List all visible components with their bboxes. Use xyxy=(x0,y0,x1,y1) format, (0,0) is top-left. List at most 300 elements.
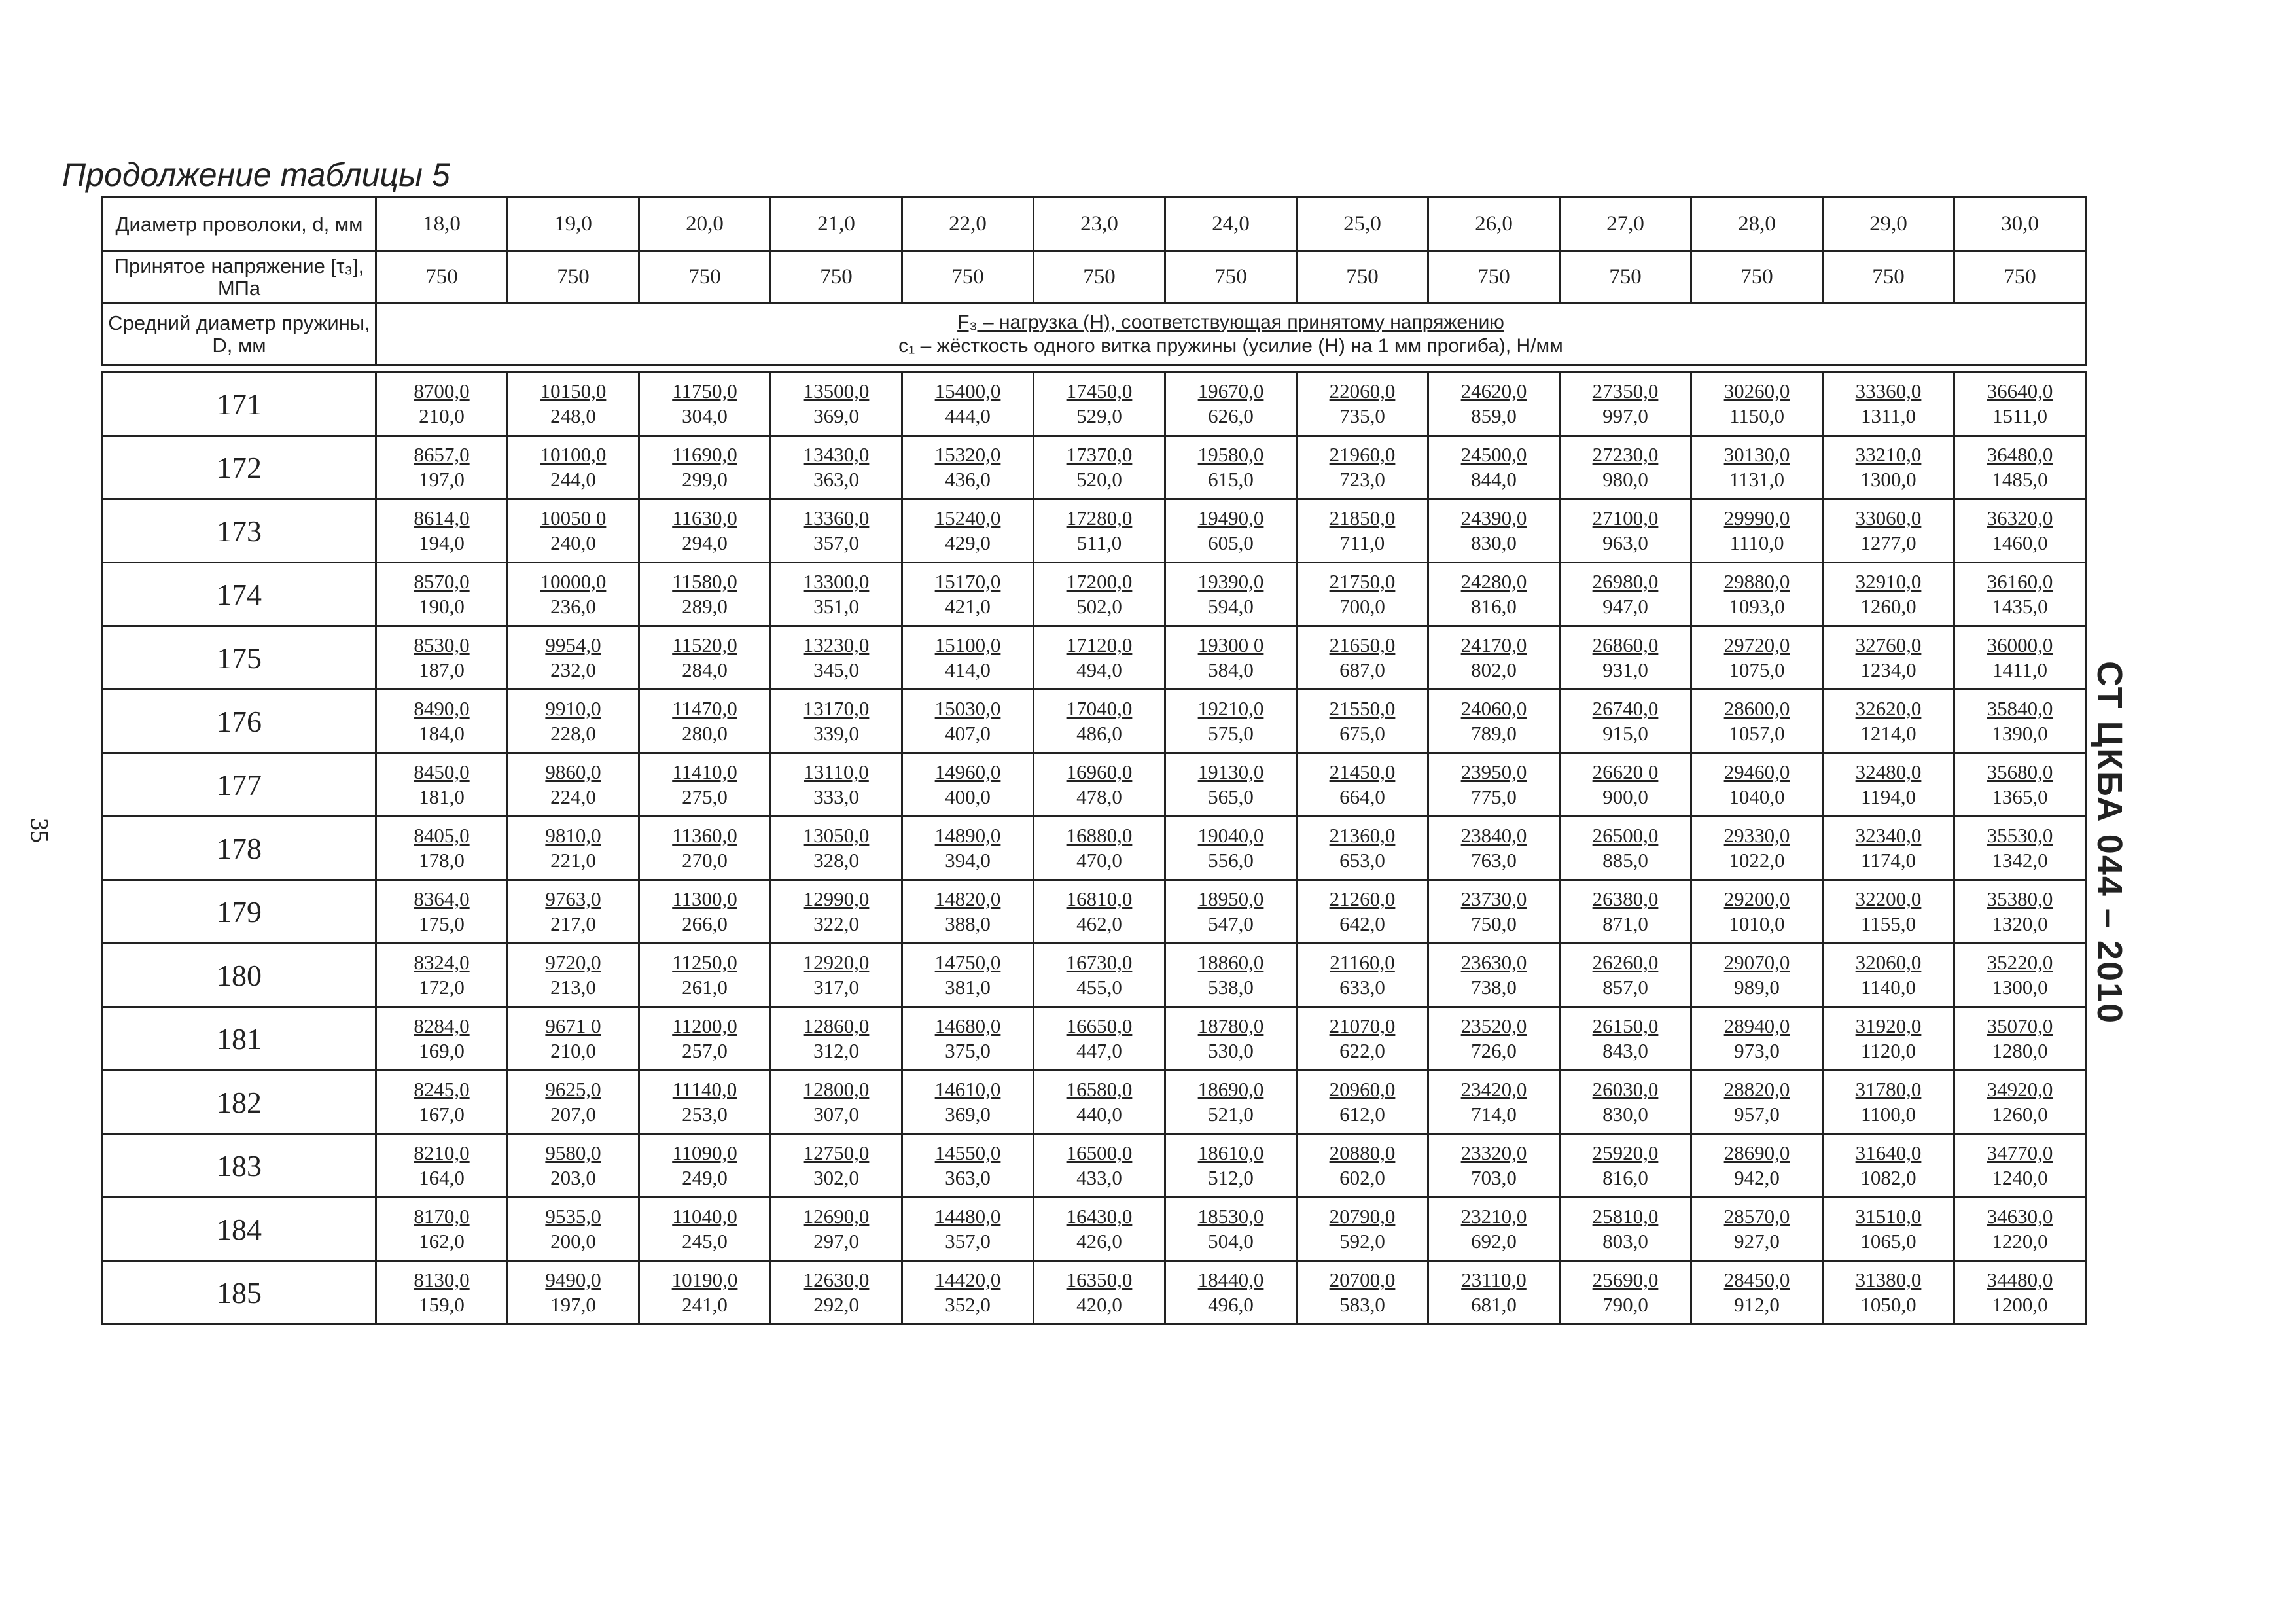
value-cell xyxy=(508,1007,639,1071)
value-cell xyxy=(1165,563,1297,626)
value-cell xyxy=(1034,817,1165,880)
stiffness-value: 357,0 xyxy=(945,1230,991,1253)
stiffness-value: 240,0 xyxy=(550,531,596,554)
stiffness-value: 750,0 xyxy=(1471,912,1517,935)
value-cell xyxy=(1034,880,1165,944)
value-cell xyxy=(508,944,639,1007)
value-cell xyxy=(1034,563,1165,626)
value-cell xyxy=(902,626,1034,690)
stiffness-value: 426,0 xyxy=(1076,1230,1122,1253)
value-cell xyxy=(639,1071,771,1134)
stiffness-value: 803,0 xyxy=(1602,1230,1648,1253)
value-cell xyxy=(1034,499,1165,563)
value-cell xyxy=(1165,1007,1297,1071)
load-value: 19490,0 xyxy=(1197,507,1264,529)
stiffness-value: 1485,0 xyxy=(1992,468,2048,491)
load-value: 23210,0 xyxy=(1460,1205,1527,1228)
stiffness-value: 433,0 xyxy=(1076,1166,1122,1189)
load-value: 28690,0 xyxy=(1723,1141,1790,1164)
value-cell xyxy=(1034,436,1165,499)
load-value: 8170,0 xyxy=(414,1205,470,1228)
stiffness-value: 602,0 xyxy=(1339,1166,1385,1189)
value-cell xyxy=(508,1261,639,1325)
value-cell xyxy=(902,944,1034,1007)
load-value: 35220,0 xyxy=(1987,951,2053,974)
load-value: 20790,0 xyxy=(1329,1205,1396,1228)
mean-diameter-cell: 173 xyxy=(103,499,376,563)
load-value: 18860,0 xyxy=(1197,951,1264,974)
stiffness-value: 221,0 xyxy=(550,849,596,872)
stiffness-value: 711,0 xyxy=(1339,531,1385,554)
stiffness-value: 605,0 xyxy=(1208,531,1254,554)
table-row xyxy=(103,499,2086,563)
load-value: 12750,0 xyxy=(803,1141,870,1164)
load-value: 32340,0 xyxy=(1855,824,1922,847)
stiffness-value: 1150,0 xyxy=(1729,404,1785,427)
load-value: 14820,0 xyxy=(934,887,1001,910)
load-value: 36320,0 xyxy=(1987,507,2053,529)
value-cell xyxy=(1954,372,2086,436)
table-row xyxy=(103,880,2086,944)
stiffness-value: 859,0 xyxy=(1471,404,1517,427)
value-cell xyxy=(1428,1134,1560,1198)
stiffness-value: 502,0 xyxy=(1076,595,1122,618)
stiffness-value: 270,0 xyxy=(682,849,728,872)
value-cell xyxy=(1428,1007,1560,1071)
value-cell xyxy=(1823,1261,1954,1325)
load-value: 32480,0 xyxy=(1855,760,1922,783)
stiffness-value: 775,0 xyxy=(1471,785,1517,808)
wire-diameter-value: 26,0 xyxy=(1428,198,1560,251)
load-value: 12690,0 xyxy=(803,1205,870,1228)
stiffness-value: 700,0 xyxy=(1339,595,1385,618)
load-value: 13170,0 xyxy=(803,697,870,720)
table-row xyxy=(103,944,2086,1007)
stiffness-value: 414,0 xyxy=(945,658,991,681)
stiffness-value: 1082,0 xyxy=(1860,1166,1916,1189)
value-cell xyxy=(1823,690,1954,753)
value-cell xyxy=(1165,1071,1297,1134)
stiffness-value: 1280,0 xyxy=(1992,1039,2048,1062)
value-cell xyxy=(639,1007,771,1071)
load-value: 29330,0 xyxy=(1723,824,1790,847)
stiffness-value: 194,0 xyxy=(419,531,465,554)
load-value: 9535,0 xyxy=(545,1205,601,1228)
value-cell xyxy=(1165,944,1297,1007)
value-cell xyxy=(771,436,902,499)
stiffness-value: 738,0 xyxy=(1471,976,1517,999)
standard-code: СТ ЦКБА 044 – 2010 xyxy=(2090,661,2129,1025)
load-value: 25810,0 xyxy=(1592,1205,1659,1228)
load-value: 19040,0 xyxy=(1197,824,1264,847)
value-cell xyxy=(376,944,508,1007)
stiffness-value: 357,0 xyxy=(813,531,859,554)
value-cell xyxy=(508,817,639,880)
wire-diameter-value: 18,0 xyxy=(376,198,508,251)
stress-label: Принятое напряжение [τ₃], МПа xyxy=(103,251,376,304)
value-cell xyxy=(1428,1071,1560,1134)
stress-value: 750 xyxy=(1954,251,2086,304)
stiffness-value: 871,0 xyxy=(1602,912,1648,935)
load-value: 9625,0 xyxy=(545,1078,601,1101)
stiffness-value: 236,0 xyxy=(550,595,596,618)
stiffness-value: 857,0 xyxy=(1602,976,1648,999)
value-cell xyxy=(639,626,771,690)
value-cell xyxy=(1560,690,1691,753)
load-value: 8130,0 xyxy=(414,1268,470,1291)
load-value: 14420,0 xyxy=(934,1268,1001,1291)
stiffness-value: 1093,0 xyxy=(1729,595,1785,618)
value-cell xyxy=(1297,944,1428,1007)
stress-value: 750 xyxy=(771,251,902,304)
value-cell xyxy=(1823,817,1954,880)
stiffness-value: 190,0 xyxy=(419,595,465,618)
value-cell xyxy=(1823,436,1954,499)
load-value: 9720,0 xyxy=(545,951,601,974)
wire-diameter-value: 22,0 xyxy=(902,198,1034,251)
load-value: 17450,0 xyxy=(1066,380,1133,402)
load-value: 35840,0 xyxy=(1987,697,2053,720)
load-value: 15100,0 xyxy=(934,633,1001,656)
table-row xyxy=(103,690,2086,753)
value-cell xyxy=(1823,880,1954,944)
value-cell xyxy=(508,753,639,817)
stiffness-value: 1300,0 xyxy=(1860,468,1916,491)
load-value: 14610,0 xyxy=(934,1078,1001,1101)
value-cell xyxy=(1691,626,1823,690)
value-cell xyxy=(508,690,639,753)
load-value: 15320,0 xyxy=(934,443,1001,466)
load-value: 19580,0 xyxy=(1197,443,1264,466)
load-value: 17200,0 xyxy=(1066,570,1133,593)
stiffness-value: 241,0 xyxy=(682,1293,728,1316)
value-cell xyxy=(1297,372,1428,436)
value-cell xyxy=(1560,753,1691,817)
load-value: 29460,0 xyxy=(1723,760,1790,783)
stiffness-value: 213,0 xyxy=(550,976,596,999)
load-value: 15170,0 xyxy=(934,570,1001,593)
value-cell xyxy=(639,817,771,880)
load-value: 24280,0 xyxy=(1460,570,1527,593)
mean-diameter-cell: 171 xyxy=(103,372,376,436)
load-value: 32620,0 xyxy=(1855,697,1922,720)
stiffness-value: 963,0 xyxy=(1602,531,1648,554)
stiffness-value: 369,0 xyxy=(945,1103,991,1126)
value-cell xyxy=(1954,880,2086,944)
stiffness-value: 1342,0 xyxy=(1992,849,2048,872)
stiffness-value: 723,0 xyxy=(1339,468,1385,491)
stiffness-value: 249,0 xyxy=(682,1166,728,1189)
value-cell xyxy=(1428,944,1560,1007)
load-value: 11200,0 xyxy=(672,1014,737,1037)
value-cell xyxy=(1823,1071,1954,1134)
stiffness-value: 363,0 xyxy=(813,468,859,491)
load-value: 18530,0 xyxy=(1197,1205,1264,1228)
load-value: 13430,0 xyxy=(803,443,870,466)
value-cell xyxy=(1954,499,2086,563)
stiffness-value: 253,0 xyxy=(682,1103,728,1126)
load-value: 36160,0 xyxy=(1987,570,2053,593)
stiffness-value: 302,0 xyxy=(813,1166,859,1189)
stiffness-value: 726,0 xyxy=(1471,1039,1517,1062)
value-cell xyxy=(902,1134,1034,1198)
value-cell xyxy=(639,563,771,626)
value-cell xyxy=(1428,817,1560,880)
value-cell xyxy=(1823,1007,1954,1071)
stiffness-value: 1050,0 xyxy=(1860,1293,1916,1316)
stress-value: 750 xyxy=(902,251,1034,304)
stiffness-value: 830,0 xyxy=(1602,1103,1648,1126)
value-cell xyxy=(1297,436,1428,499)
wire-diameter-value: 24,0 xyxy=(1165,198,1297,251)
load-value: 10000,0 xyxy=(540,570,607,593)
load-value: 17280,0 xyxy=(1066,507,1133,529)
load-value: 23520,0 xyxy=(1460,1014,1527,1037)
value-cell xyxy=(639,436,771,499)
load-value: 18780,0 xyxy=(1197,1014,1264,1037)
value-cell xyxy=(1560,1261,1691,1325)
load-value: 24170,0 xyxy=(1460,633,1527,656)
stiffness-value: 363,0 xyxy=(945,1166,991,1189)
stiffness-value: 339,0 xyxy=(813,722,859,745)
table-row xyxy=(103,1261,2086,1325)
value-cell xyxy=(771,1071,902,1134)
stiffness-value: 1220,0 xyxy=(1992,1230,2048,1253)
load-value: 32910,0 xyxy=(1855,570,1922,593)
load-description: F₃ – нагрузка (Н), соответствующая принятому напряжению xyxy=(957,311,1504,333)
value-cell xyxy=(1428,626,1560,690)
value-cell xyxy=(1297,1261,1428,1325)
value-cell xyxy=(376,563,508,626)
value-cell xyxy=(1034,753,1165,817)
wire-diameter-value: 23,0 xyxy=(1034,198,1165,251)
load-value: 19210,0 xyxy=(1197,697,1264,720)
value-cell xyxy=(1954,817,2086,880)
mean-diameter-cell: 174 xyxy=(103,563,376,626)
stiffness-value: 681,0 xyxy=(1471,1293,1517,1316)
stiffness-value: 1277,0 xyxy=(1860,531,1916,554)
value-cell xyxy=(376,753,508,817)
table-row xyxy=(103,753,2086,817)
stiffness-value: 462,0 xyxy=(1076,912,1122,935)
stiffness-value: 292,0 xyxy=(813,1293,859,1316)
stiffness-value: 927,0 xyxy=(1734,1230,1780,1253)
stiffness-value: 1260,0 xyxy=(1860,595,1916,618)
value-cell xyxy=(1428,880,1560,944)
value-cell xyxy=(1954,1134,2086,1198)
value-cell xyxy=(1691,1007,1823,1071)
stiffness-value: 626,0 xyxy=(1208,404,1254,427)
load-value: 26980,0 xyxy=(1592,570,1659,593)
load-value: 11750,0 xyxy=(672,380,737,402)
load-value: 23950,0 xyxy=(1460,760,1527,783)
load-value: 26860,0 xyxy=(1592,633,1659,656)
load-value: 11300,0 xyxy=(672,887,737,910)
load-value: 16500,0 xyxy=(1066,1141,1133,1164)
stiffness-value: 1040,0 xyxy=(1729,785,1785,808)
wire-diameter-row xyxy=(103,198,2086,251)
stiffness-value: 1240,0 xyxy=(1992,1166,2048,1189)
load-value: 21260,0 xyxy=(1329,887,1396,910)
value-cell xyxy=(902,499,1034,563)
load-value: 23840,0 xyxy=(1460,824,1527,847)
stiffness-value: 210,0 xyxy=(419,404,465,427)
stiffness-value: 345,0 xyxy=(813,658,859,681)
value-cell xyxy=(1823,944,1954,1007)
stiffness-value: 181,0 xyxy=(419,785,465,808)
value-cell xyxy=(1823,1198,1954,1261)
stiffness-value: 244,0 xyxy=(550,468,596,491)
load-value: 23320,0 xyxy=(1460,1141,1527,1164)
load-value: 35680,0 xyxy=(1987,760,2053,783)
load-value: 18440,0 xyxy=(1197,1268,1264,1291)
value-cell xyxy=(1560,626,1691,690)
value-cell xyxy=(1954,1071,2086,1134)
value-cell xyxy=(1954,690,2086,753)
value-cell xyxy=(376,817,508,880)
stiffness-value: 421,0 xyxy=(945,595,991,618)
load-value: 28570,0 xyxy=(1723,1205,1790,1228)
stiffness-value: 1460,0 xyxy=(1992,531,2048,554)
stress-value: 750 xyxy=(639,251,771,304)
load-value: 34770,0 xyxy=(1987,1141,2053,1164)
load-value: 11410,0 xyxy=(672,760,737,783)
stiffness-value: 175,0 xyxy=(419,912,465,935)
load-value: 8364,0 xyxy=(414,887,470,910)
load-value: 26150,0 xyxy=(1592,1014,1659,1037)
value-cell xyxy=(1691,1134,1823,1198)
load-value: 27100,0 xyxy=(1592,507,1659,529)
load-value: 34920,0 xyxy=(1987,1078,2053,1101)
stiffness-value: 275,0 xyxy=(682,785,728,808)
value-cell xyxy=(639,1261,771,1325)
value-cell xyxy=(1691,817,1823,880)
load-value: 16810,0 xyxy=(1066,887,1133,910)
stiffness-value: 520,0 xyxy=(1076,468,1122,491)
value-cell xyxy=(1428,436,1560,499)
load-value: 17120,0 xyxy=(1066,633,1133,656)
stiffness-value: 592,0 xyxy=(1339,1230,1385,1253)
stiffness-value: 583,0 xyxy=(1339,1293,1385,1316)
value-cell xyxy=(1560,436,1691,499)
stiffness-value: 790,0 xyxy=(1602,1293,1648,1316)
value-cell xyxy=(771,1261,902,1325)
stiffness-value: 989,0 xyxy=(1734,976,1780,999)
stiffness-value: 299,0 xyxy=(682,468,728,491)
value-cell xyxy=(1428,372,1560,436)
value-cell xyxy=(376,1134,508,1198)
value-cell xyxy=(1691,944,1823,1007)
stiffness-value: 280,0 xyxy=(682,722,728,745)
value-cell xyxy=(902,372,1034,436)
value-cell xyxy=(1165,1261,1297,1325)
value-cell xyxy=(1954,753,2086,817)
load-value: 26620 0 xyxy=(1592,760,1659,783)
stiffness-value: 1057,0 xyxy=(1729,722,1785,745)
value-cell xyxy=(376,1007,508,1071)
stiffness-value: 169,0 xyxy=(419,1039,465,1062)
value-cell xyxy=(508,499,639,563)
value-cell xyxy=(1165,372,1297,436)
load-value: 35530,0 xyxy=(1987,824,2053,847)
value-cell xyxy=(1691,1198,1823,1261)
stress-value: 750 xyxy=(376,251,508,304)
header-gap xyxy=(103,365,2086,372)
stiffness-value: 447,0 xyxy=(1076,1039,1122,1062)
stiffness-value: 1155,0 xyxy=(1860,912,1916,935)
load-value: 20880,0 xyxy=(1329,1141,1396,1164)
load-value: 26500,0 xyxy=(1592,824,1659,847)
load-value: 11470,0 xyxy=(672,697,737,720)
stiffness-value: 547,0 xyxy=(1208,912,1254,935)
stress-value: 750 xyxy=(1691,251,1823,304)
value-cell xyxy=(902,1071,1034,1134)
stiffness-value: 444,0 xyxy=(945,404,991,427)
stiffness-value: 322,0 xyxy=(813,912,859,935)
load-value: 30260,0 xyxy=(1723,380,1790,402)
mean-diameter-label: Средний диаметр пружины, D, мм xyxy=(103,304,376,365)
stiffness-value: 1435,0 xyxy=(1992,595,2048,618)
value-cell xyxy=(1428,563,1560,626)
load-value: 8450,0 xyxy=(414,760,470,783)
value-cell xyxy=(1165,880,1297,944)
value-cell xyxy=(1954,944,2086,1007)
value-cell xyxy=(1691,436,1823,499)
stiffness-value: 312,0 xyxy=(813,1039,859,1062)
value-description xyxy=(376,304,2086,365)
load-value: 17370,0 xyxy=(1066,443,1133,466)
value-cell xyxy=(1823,563,1954,626)
stiffness-value: 612,0 xyxy=(1339,1103,1385,1126)
wire-diameter-value: 25,0 xyxy=(1297,198,1428,251)
load-value: 9954,0 xyxy=(545,633,601,656)
wire-diameter-value: 19,0 xyxy=(508,198,639,251)
stiffness-value: 594,0 xyxy=(1208,595,1254,618)
stiffness-value: 455,0 xyxy=(1076,976,1122,999)
load-value: 8530,0 xyxy=(414,633,470,656)
load-value: 21160,0 xyxy=(1330,951,1395,974)
table-row xyxy=(103,436,2086,499)
load-value: 24390,0 xyxy=(1460,507,1527,529)
stiffness-value: 394,0 xyxy=(945,849,991,872)
value-cell xyxy=(1954,1007,2086,1071)
load-value: 21450,0 xyxy=(1329,760,1396,783)
load-value: 9910,0 xyxy=(545,697,601,720)
stiffness-value: 947,0 xyxy=(1602,595,1648,618)
value-cell xyxy=(376,626,508,690)
value-cell xyxy=(639,753,771,817)
stiffness-value: 931,0 xyxy=(1602,658,1648,681)
stiffness-value: 843,0 xyxy=(1602,1039,1648,1062)
wire-diameter-value: 21,0 xyxy=(771,198,902,251)
stiffness-value: 1511,0 xyxy=(1992,404,2048,427)
load-value: 27230,0 xyxy=(1592,443,1659,466)
stiffness-value: 388,0 xyxy=(945,912,991,935)
value-cell xyxy=(771,499,902,563)
stiffness-value: 351,0 xyxy=(813,595,859,618)
value-cell xyxy=(1165,753,1297,817)
load-value: 11630,0 xyxy=(672,507,737,529)
stiffness-value: 816,0 xyxy=(1471,595,1517,618)
stiffness-value: 530,0 xyxy=(1208,1039,1254,1062)
load-value: 20700,0 xyxy=(1329,1268,1396,1291)
value-cell xyxy=(639,690,771,753)
value-cell xyxy=(1165,1198,1297,1261)
value-cell xyxy=(1165,690,1297,753)
stiffness-value: 687,0 xyxy=(1339,658,1385,681)
value-cell xyxy=(771,817,902,880)
stress-value: 750 xyxy=(1823,251,1954,304)
